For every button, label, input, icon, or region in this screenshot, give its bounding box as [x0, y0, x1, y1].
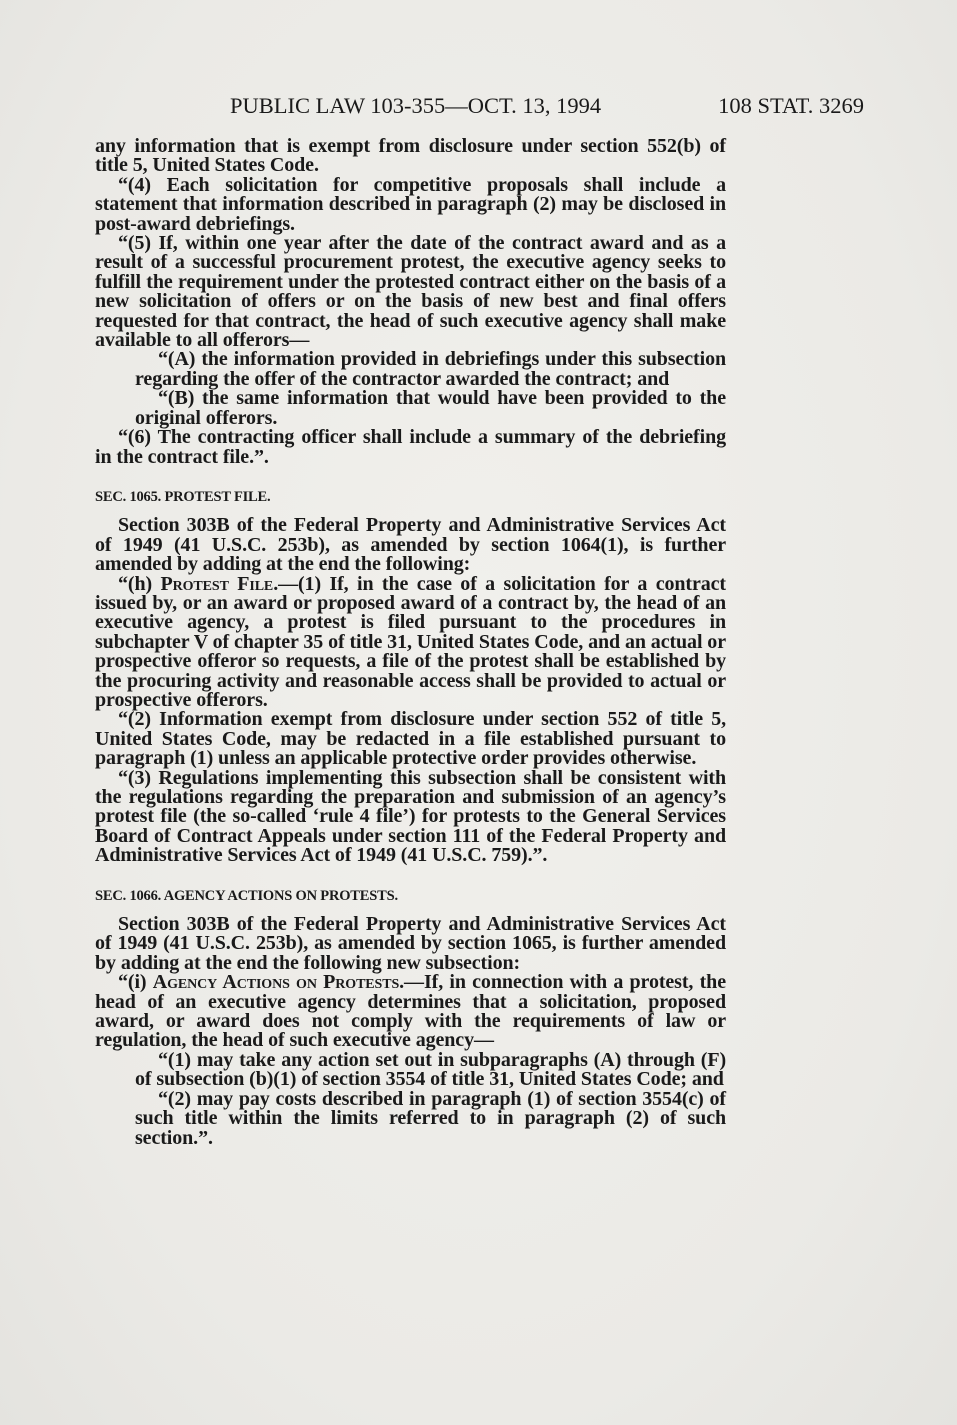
- document-body: [95, 137, 726, 1148]
- subsection-i: [95, 973, 726, 1051]
- section-1066-intro: Section 303B of the Federal Property and Administrative Services Act of 1949 (41 U.S.C. 253b), as amended by section 1065, is further amended by adding at the end the following new subsection:: [95, 913, 726, 974]
- subsection-i-paragraph-2: “(2) may pay costs described in paragraph (1) of section 3554(c) of such title within the limits referred to in paragraph (2) of such section.”.: [135, 1087, 726, 1149]
- subsection-i-lead: “(i): [118, 971, 153, 994]
- subparagraph-b: “(B) the same information that would have been provided to the original offerors.: [135, 387, 726, 429]
- subsection-h-text: .—(1) If, in the case of a solicitation for a contract issued by, or an award or proposed award of a contract by, the head of an executive agency, a protest is filed pursuant to the procedures in subchapter V of chapter 35 of title 31, United States Code, and an actual or prospective offeror so requests, a file of the protest shall be established by the procuring activity and reasonable access shall be provided to actual or prospective offerors.: [95, 572, 726, 711]
- section-1066-heading: SEC. 1066. AGENCY ACTIONS ON PROTESTS.: [95, 887, 398, 904]
- paragraph-6: “(6) The contracting officer shall include a summary of the debriefing in the contract file.”.: [95, 426, 726, 468]
- section-1065-heading: SEC. 1065. PROTEST FILE.: [95, 488, 271, 505]
- subsection-h-lead: “(h): [118, 572, 161, 595]
- running-head: PUBLIC LAW 103-355—OCT. 13, 1994: [230, 93, 602, 118]
- paragraph-4: “(4) Each solicitation for competitive proposals shall include a statement that information described in paragraph (2) may be disclosed in post-award debriefings.: [95, 173, 726, 235]
- subsection-i-paragraph-1: “(1) may take any action set out in subparagraphs (A) through (F) of subsection (b)(1) of section 3554 of title 31, United States Code; and: [135, 1048, 726, 1091]
- paragraph-5: “(5) If, within one year after the date of the contract award and as a result of a successful procurement protest, the executive agency seeks to fulfill the requirement under the protested contract either on the basis of a new solicitation of offers or on the basis of new best and final offers requested for that contract, the head of such executive agency shall make available to all offerors—: [95, 232, 726, 352]
- subsection-i-heading: Agency Actions on Protests: [152, 971, 400, 994]
- subsection-h-heading: Protest File: [160, 572, 274, 595]
- statute-reference: 108 STAT. 3269: [718, 93, 864, 118]
- subsection-h-paragraph-3: “(3) Regulations implementing this subsection shall be consistent with the regulations regarding the preparation and submission of an agency’s protest file (the so-called ‘rule 4 file’) for protests to the General Services Board of Contract Appeals under section 111 of the Federal Property and Administrative Services Act of 1949 (41 U.S.C. 759).”.: [95, 766, 726, 867]
- page-header: [128, 93, 864, 123]
- section-1065-intro: Section 303B of the Federal Property and Administrative Services Act of 1949 (41 U.S.C. 253b), as amended by section 1064(1), is further amended by adding at the end the following:: [95, 514, 726, 576]
- subparagraph-a: “(A) the information provided in debriefings under this subsection regarding the offer of the contractor awarded the contract; and: [135, 348, 726, 390]
- paragraph-continuation: any information that is exempt from disclosure under section 552(b) of title 5, United States Code.: [95, 135, 726, 177]
- subsection-h: [95, 572, 726, 711]
- subsection-h-paragraph-2: “(2) Information exempt from disclosure under section 552 of title 5, United States Code, may be redacted in a file established pursuant to paragraph (1) unless an applicable protective order provides otherwise.: [95, 708, 726, 770]
- subsection-i-text: .—If, in connection with a protest, the head of an executive agency determines that a solicitation, proposed award, or award does not comply with the requirements of law or regulation, the head of such executive agency—: [95, 971, 726, 1052]
